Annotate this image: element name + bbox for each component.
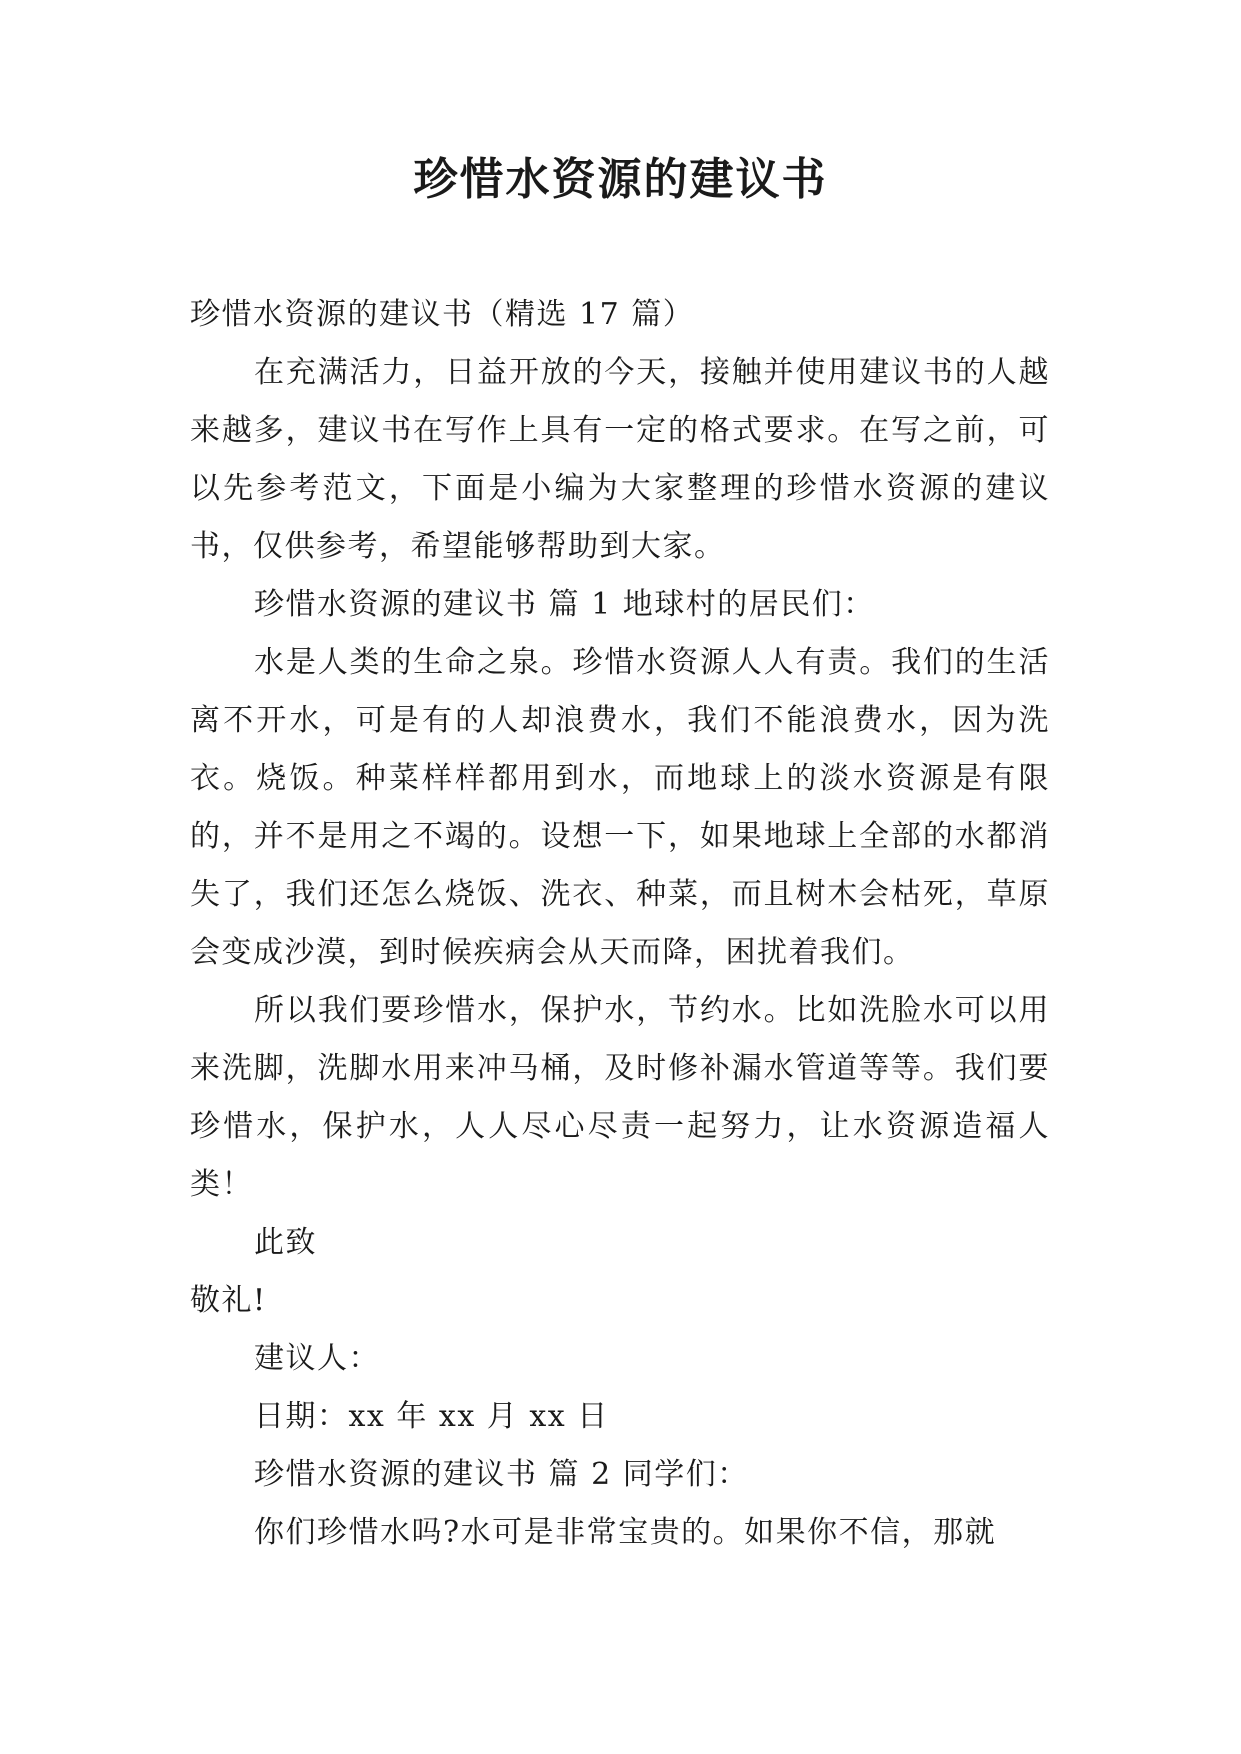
paragraph-date: 日期：xx 年 xx 月 xx 日 bbox=[254, 1399, 609, 1434]
document-title: 珍惜水资源的建议书 bbox=[413, 154, 828, 205]
paragraph-signer: 建议人： bbox=[254, 1341, 380, 1376]
document-body bbox=[190, 286, 1050, 1562]
paragraph-body-3: 你们珍惜水吗?水可是非常宝贵的。如果你不信，那就 bbox=[254, 1515, 997, 1550]
paragraph-intro: 在充满活力，日益开放的今天，接触并使用建议书的人越来越多，建议书在写作上具有一定的格式要求。在写之前，可以先参考范文，下面是小编为大家整理的珍惜水资源的建议书，仅供参考，希望能够帮助到大家。 bbox=[190, 355, 1050, 564]
paragraph-closing: 此致 bbox=[254, 1225, 317, 1260]
paragraph-subtitle: 珍惜水资源的建议书（精选 17 篇） bbox=[190, 297, 695, 332]
paragraph-salute: 敬礼! bbox=[190, 1283, 267, 1318]
paragraph-heading-2: 珍惜水资源的建议书 篇 2 同学们： bbox=[254, 1457, 749, 1492]
paragraph-body-1: 水是人类的生命之泉。珍惜水资源人人有责。我们的生活离不开水，可是有的人却浪费水，我们不能浪费水，因为洗衣。烧饭。种菜样样都用到水，而地球上的淡水资源是有限的，并不是用之不竭的。设想一下，如果地球上全部的水都消失了，我们还怎么烧饭、洗衣、种菜，而且树木会枯死，草原会变成沙漠，到时候疾病会从天而降，困扰着我们。 bbox=[190, 645, 1050, 970]
paragraph-body-2: 所以我们要珍惜水，保护水，节约水。比如洗脸水可以用来洗脚，洗脚水用来冲马桶，及时修补漏水管道等等。我们要珍惜水，保护水，人人尽心尽责一起努力，让水资源造福人类！ bbox=[190, 993, 1050, 1202]
paragraph-heading-1: 珍惜水资源的建议书 篇 1 地球村的居民们： bbox=[254, 587, 875, 622]
